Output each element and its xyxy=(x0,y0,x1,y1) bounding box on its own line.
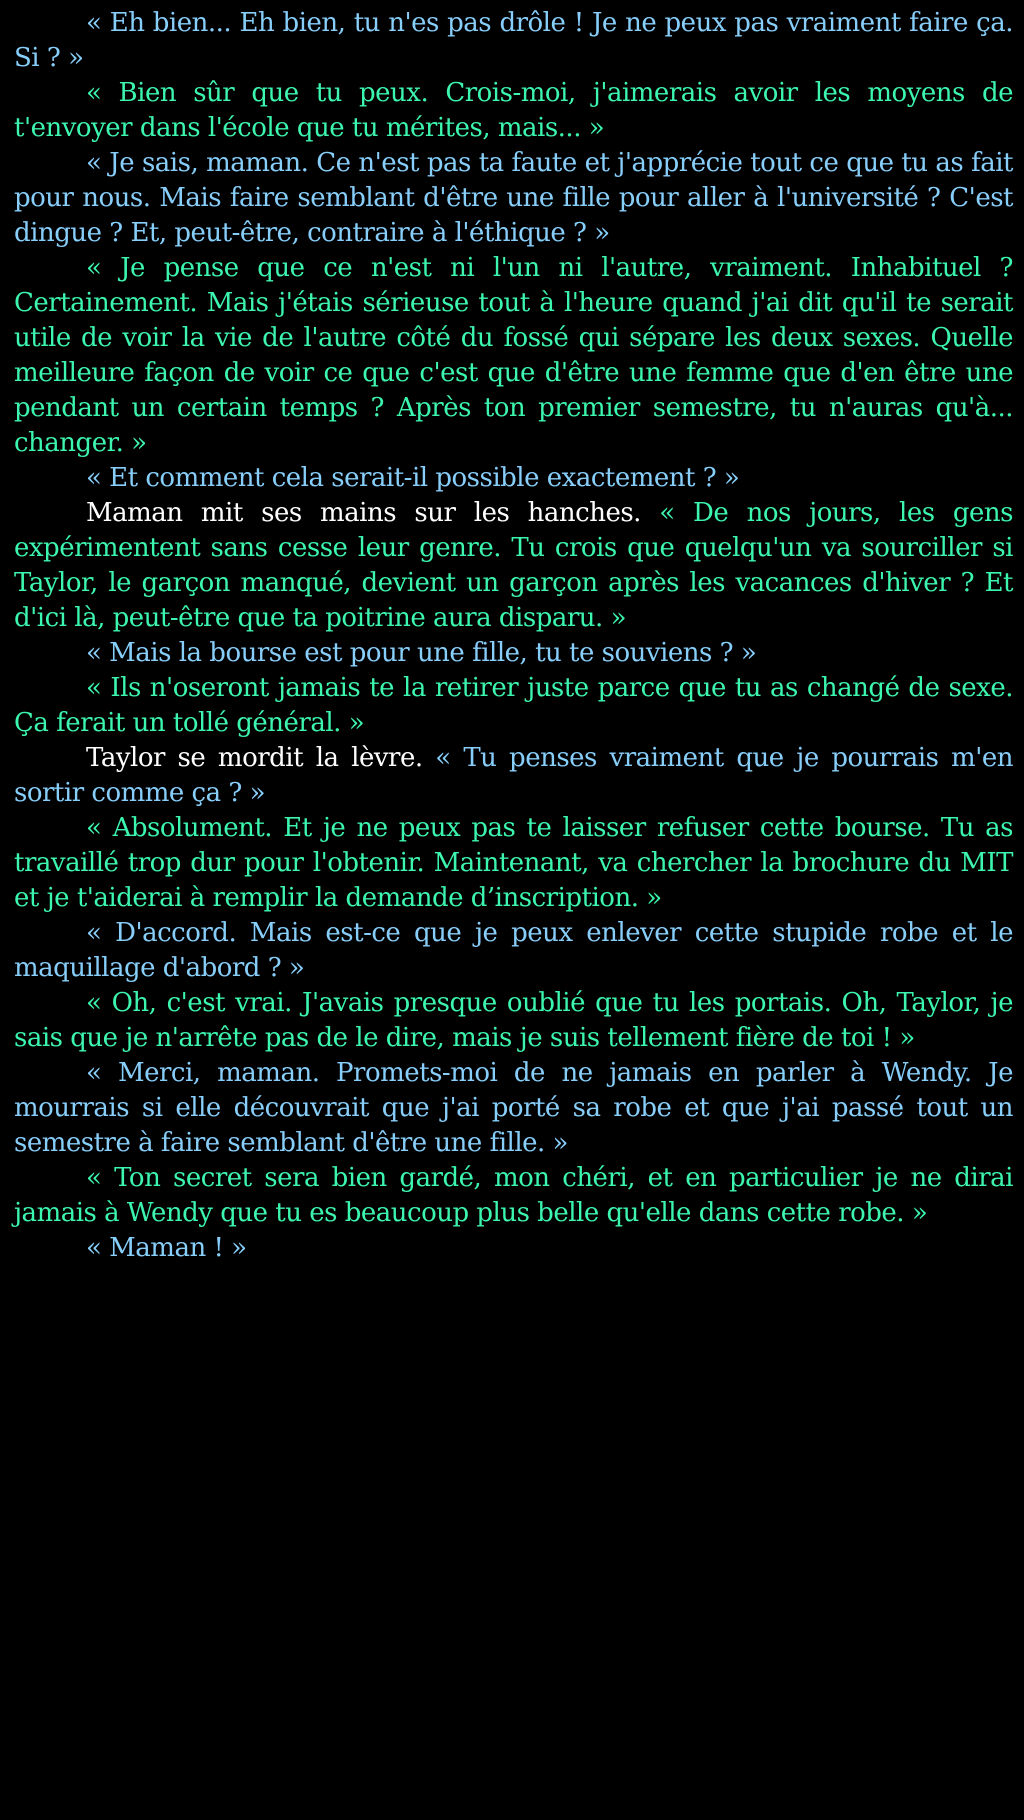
dialogue-text: « Je sais, maman. Ce n'est pas ta faute et j'apprécie tout ce que tu as fait pour nous. Mais faire semblant d'être une fille pour aller à l'université ? C'est dingue ? Et, peut-être, contraire à l'éthique ? » xyxy=(14,148,1013,248)
paragraph xyxy=(14,671,1013,741)
paragraph xyxy=(14,636,1013,671)
paragraph xyxy=(14,811,1013,916)
dialogue-text: « Absolument. Et je ne peux pas te laisser refuser cette bourse. Tu as travaillé trop dur pour l'obtenir. Maintenant, va chercher la brochure du MIT et je t'aiderai à remplir la demande d’inscription. » xyxy=(14,813,1013,913)
dialogue-text: « Oh, c'est vrai. J'avais presque oublié que tu les portais. Oh, Taylor, je sais que je n'arrête pas de le dire, mais je suis tellement fière de toi ! » xyxy=(14,988,1013,1053)
dialogue-text: « Merci, maman. Promets-moi de ne jamais en parler à Wendy. Je mourrais si elle découvrait que j'ai porté sa robe et que j'ai passé tout un semestre à faire semblant d'être une fille. » xyxy=(14,1058,1013,1158)
paragraph xyxy=(14,986,1013,1056)
dialogue-text: « Et comment cela serait-il possible exactement ? » xyxy=(86,463,740,493)
dialogue-text: « Ton secret sera bien gardé, mon chéri, et en particulier je ne dirai jamais à Wendy que tu es beaucoup plus belle qu'elle dans cette robe. » xyxy=(14,1163,1013,1228)
dialogue-text: « De nos jours, les gens expérimentent sans cesse leur genre. Tu crois que quelqu'un va sourciller si Taylor, le garçon manqué, devient un garçon après les vacances d'hiver ? Et d'ici là, peut-être que ta poitrine aura disparu. » xyxy=(14,498,1013,633)
dialogue-text: « Je pense que ce n'est ni l'un ni l'autre, vraiment. Inhabituel ? Certainement. Mais j'étais sérieuse tout à l'heure quand j'ai dit qu'il te serait utile de voir la vie de l'autre côté du fossé qui sépare les deux sexes. Quelle meilleure façon de voir ce que c'est que d'être une femme que d'en être une pendant un certain temps ? Après ton premier semestre, tu n'auras qu'à... changer. » xyxy=(14,253,1013,458)
paragraph xyxy=(14,461,1013,496)
paragraph xyxy=(14,496,1013,636)
paragraph xyxy=(14,1161,1013,1231)
paragraph xyxy=(14,146,1013,251)
narration-text: Taylor se mordit la lèvre. xyxy=(86,743,436,773)
dialogue-text: « Mais la bourse est pour une fille, tu te souviens ? » xyxy=(86,638,757,668)
narration-text: Maman mit ses mains sur les hanches. xyxy=(86,498,660,528)
paragraph xyxy=(14,76,1013,146)
paragraph xyxy=(14,1056,1013,1161)
dialogue-text: « Ils n'oseront jamais te la retirer juste parce que tu as changé de sexe. Ça ferait un tollé général. » xyxy=(14,673,1013,738)
paragraph xyxy=(14,251,1013,461)
dialogue-text: « D'accord. Mais est-ce que je peux enlever cette stupide robe et le maquillage d'abord ? » xyxy=(14,918,1013,983)
dialogue-text: « Eh bien... Eh bien, tu n'es pas drôle ! Je ne peux pas vraiment faire ça. Si ? » xyxy=(14,8,1013,73)
paragraph xyxy=(14,916,1013,986)
paragraph xyxy=(14,741,1013,811)
document-body xyxy=(14,6,1013,1266)
paragraph xyxy=(14,6,1013,76)
dialogue-text: « Maman ! » xyxy=(86,1233,247,1263)
dialogue-text: « Tu penses vraiment que je pourrais m'en sortir comme ça ? » xyxy=(14,743,1013,808)
paragraph xyxy=(14,1231,1013,1266)
dialogue-text: « Bien sûr que tu peux. Crois-moi, j'aimerais avoir les moyens de t'envoyer dans l'école que tu mérites, mais... » xyxy=(14,78,1013,143)
